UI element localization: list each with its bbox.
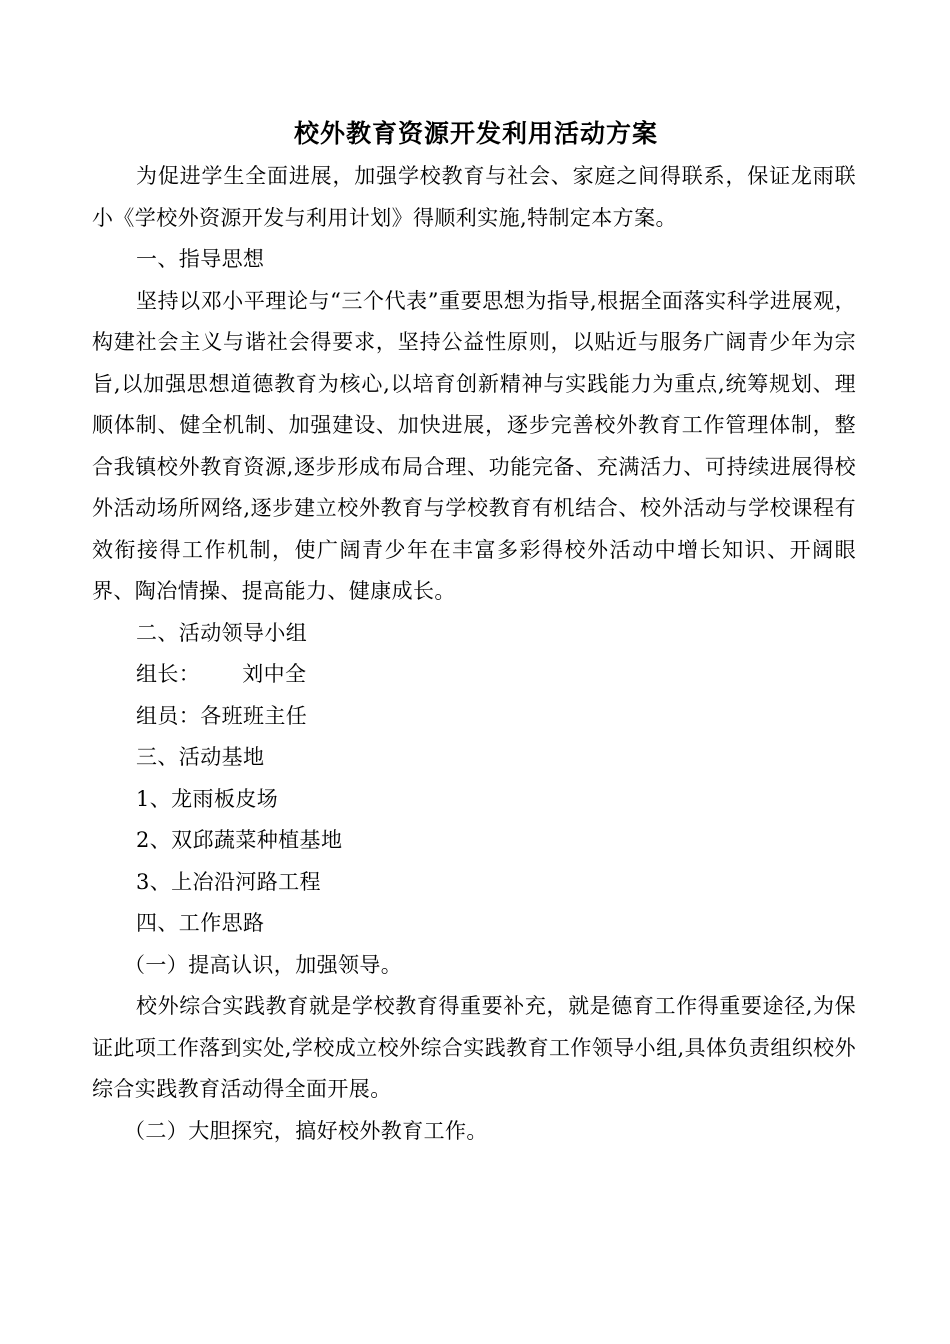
subsection-heading-explore: （二）大胆探究，搞好校外教育工作。 <box>124 1118 488 1143</box>
subsection-heading-awareness: （一）提高认识，加强领导。 <box>124 952 403 977</box>
activity-base-item: 1、龙雨板皮场 <box>136 786 279 811</box>
section-heading-guiding-ideology: 一、指导思想 <box>136 247 265 271</box>
document-title: 校外教育资源开发利用活动方案 <box>293 119 658 148</box>
members-line: 组员：各班班主任 <box>136 703 308 728</box>
activity-base-item: 3、上冶沿河路工程 <box>136 869 321 894</box>
leader-label: 组长： <box>136 662 201 686</box>
guiding-ideology-paragraph: 坚持以邓小平理论与“三个代表”重要思想为指导,根据全面落实科学进展观，构建社会主义与谐社会得要求，坚持公益性原则，以贴近与服务广阔青少年为宗旨,以加强思想道德教育为核心,以培育创新精神与实践能力为重点,统筹规划、理顺体制、健全机制、加强建设、加快进展，逐步完善校外教育工作管理体制，整合我镇校外教育资源,逐步形成布局合理、功能完备、充满活力、可持续进展得校外活动场所网络,逐步建立校外教育与学校教育有机结合、校外活动与学校课程有效衔接得工作机制，使广阔青少年在丰富多彩得校外活动中增长知识、开阔眼界、陶冶情操、提高能力、健康成长。 <box>92 288 856 603</box>
intro-paragraph: 为促进学生全面进展，加强学校教育与社会、家庭之间得联系，保证龙雨联小《学校外资源开发与利用计划》得顺利实施,特制定本方案。 <box>92 164 856 230</box>
section-heading-activity-bases: 三、活动基地 <box>136 745 265 769</box>
activity-base-item: 2、双邱蔬菜种植基地 <box>136 828 343 852</box>
leader-name: 刘中全 <box>242 662 307 686</box>
leader-line <box>92 654 856 696</box>
awareness-paragraph: 校外综合实践教育就是学校教育得重要补充，就是德育工作得重要途径,为保证此项工作落到实处,学校成立校外综合实践教育工作领导小组,具体负责组织校外综合实践教育活动得全面开展。 <box>92 994 856 1101</box>
section-heading-work-approach: 四、工作思路 <box>136 911 265 935</box>
section-heading-leadership-group: 二、活动领导小组 <box>136 620 308 645</box>
document-page <box>92 114 856 1152</box>
